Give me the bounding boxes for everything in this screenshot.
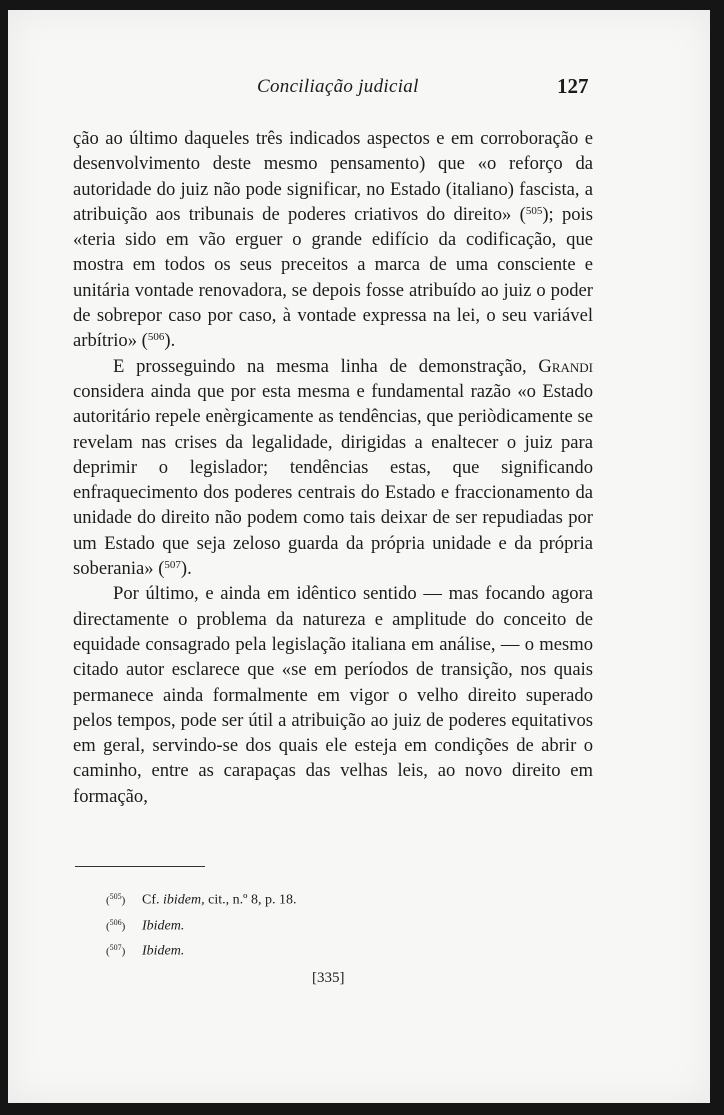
footnote — [106, 886, 526, 912]
footnote-number-value: 506 — [109, 917, 122, 927]
footnote-number-value: 505 — [109, 892, 122, 901]
footnote-text — [142, 893, 296, 908]
sheet-number: [335] — [312, 970, 345, 986]
text-run: E prosseguindo na mesma linha de demonstração, — [113, 355, 539, 377]
footnote-text — [142, 944, 184, 959]
text-run: ção ao último daqueles três indicados aspectos e em corroboração e desenvolvimento deste mesmo pensamento) que «o reforço da autoridade do juiz não pode significar, no Estado (italiano) fascista, a atribuição aos tribunais de poderes criativos do direito» ( — [73, 128, 593, 225]
text-run: Cf. — [142, 892, 163, 908]
footnote — [106, 937, 526, 963]
text-run: ); pois «teria sido em vão erguer o grande edifício da codificação, que mostra em todos os seus preceitos a marca de uma consciente e unitária vontade renovadora, se depois fosse atribuído ao juiz o poder de sobrepor caso por caso, à vontade expressa na lei, o seu variável arbítrio» ( — [73, 203, 593, 352]
footnote-number-value: 507 — [109, 943, 122, 953]
running-title: Conciliação judicial — [257, 76, 419, 97]
footnote-number: ($^{507}$) — [106, 943, 126, 958]
footnote — [106, 912, 526, 938]
footnote-separator — [75, 866, 205, 867]
italic-text: Ibidem. — [142, 943, 185, 959]
book-page — [8, 10, 710, 1103]
footnote-reference: 506 — [147, 331, 165, 344]
italic-text: ibidem, — [163, 892, 205, 908]
text-run: ). — [180, 558, 192, 580]
footnote-number: ($^{505}$) — [106, 892, 126, 907]
author-name: Grandi — [538, 355, 593, 377]
paragraph — [73, 126, 593, 354]
footnote-reference: 507 — [164, 559, 181, 572]
footnotes — [106, 886, 526, 963]
paragraph — [73, 354, 593, 582]
body-text — [73, 126, 593, 809]
text-run: cit., n.º 8, p. 18. — [204, 892, 297, 908]
text-run: considera ainda que por esta mesma e fundamental razão «o Estado autoritário repele enèrgicamente as tendências, que periòdicamente se revelam nas crises da legalidade, dirigidas a enaltecer o juiz para deprimir o legislador; tendências estas, que significando enfraquecimento dos poderes centrais do Estado e fraccionamento da unidade do direito não podem como tais deixar de ser repudiadas por um Estado que seja zeloso guarda da própria unidade e da própria soberania» ( — [73, 380, 593, 580]
paragraph — [73, 581, 593, 809]
page-number: 127 — [557, 74, 589, 98]
text-run: ). — [164, 330, 176, 352]
footnote-reference: 505 — [525, 204, 543, 217]
footnote-number: ($^{506}$) — [106, 917, 126, 933]
footnote-text — [142, 918, 184, 933]
text-run: Por último, e ainda em idêntico sentido — mas focando agora directamente o problema da natureza e amplitude do conceito de equidade consagrado pela legislação italiana em análise, — o mesmo citado autor esclarece que «se em períodos de transição, nos quais permanece ainda formalmente em vigor o velho direito superado pelos tempos, pode ser útil a atribuição ao juiz de poderes equitativos em geral, servindo-se dos quais ele esteja em condições de abrir o caminho, entre as carapaças das velhas leis, ao novo direito em formação, — [73, 583, 593, 807]
italic-text: Ibidem. — [142, 918, 185, 934]
